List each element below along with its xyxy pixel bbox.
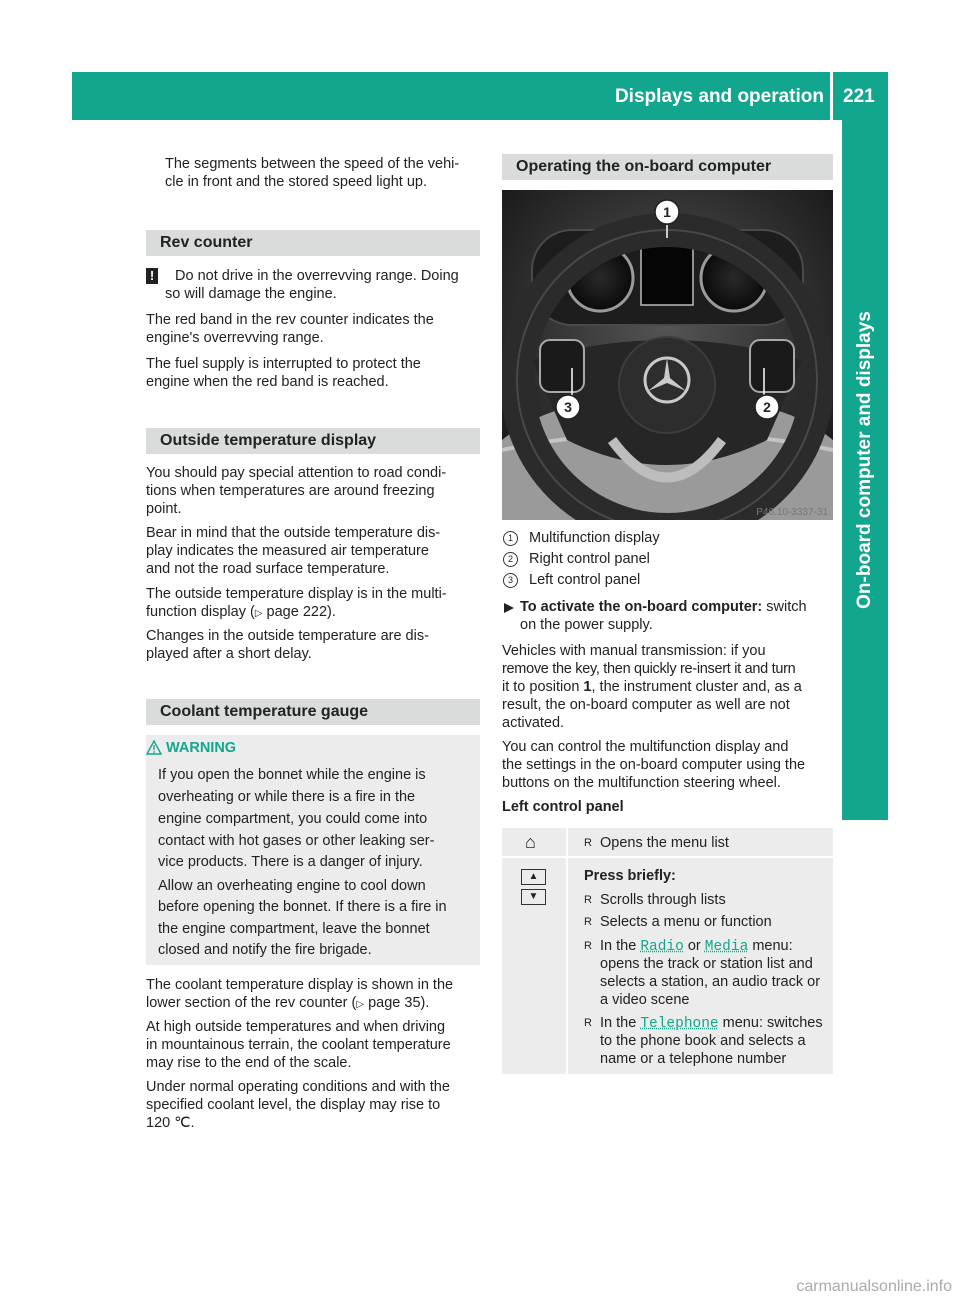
intro-line-1: The segments between the speed of the vehi- [165, 156, 460, 172]
outside-p2-line-1: Bear in mind that the outside temperature dis- [146, 525, 441, 541]
callout-2-label: 2 [763, 399, 771, 415]
warning-line: engine compartment, you could come into [158, 811, 428, 827]
warning-line: before opening the bonnet. If there is a fire in [158, 899, 447, 915]
section-heading-coolant: Coolant temperature gauge [146, 699, 480, 725]
warning-line: closed and notify the fire brigade. [158, 942, 372, 958]
step-arrow-icon [503, 602, 515, 614]
legend-number: 3 [503, 573, 518, 588]
section-heading-outside-temp: Outside temperature display [146, 428, 480, 454]
caution-line-2: so will damage the engine. [165, 286, 337, 302]
callout-1-label: 1 [663, 204, 671, 220]
row2-bullet-2: Selects a menu or function [600, 914, 772, 930]
legend-text: Multifunction display [529, 530, 660, 546]
warning-line: Allow an overheating engine to cool down [158, 878, 426, 894]
control-p-line-3: buttons on the multifunction steering wheel. [502, 775, 781, 791]
manual-p-line-2: remove the key, then quickly re-insert it and turn [502, 661, 796, 677]
manual-p-line-3: it to position 1, the instrument cluster and, as a [502, 679, 802, 695]
coolant-p2-line-2: in mountainous terrain, the coolant temperature [146, 1037, 451, 1053]
manual-p-line-1: Vehicles with manual transmission: if you [502, 643, 766, 659]
coolant-p3-line-3: 120 ℃. [146, 1115, 195, 1131]
page-ref-35-link[interactable]: page 35). [364, 995, 430, 1011]
caution-icon: ! [146, 268, 158, 284]
outside-p4-line-2: played after a short delay. [146, 646, 312, 662]
rev-p2-line-1: The fuel supply is interrupted to protect the [146, 356, 421, 372]
step-line-1: To activate the on-board computer: switch [520, 599, 807, 615]
warning-line: If you open the bonnet while the engine is [158, 767, 426, 783]
legend-text: Left control panel [529, 572, 641, 588]
coolant-p2-line-3: may rise to the end of the scale. [146, 1055, 352, 1071]
page-ref-222-link[interactable]: page 222). [262, 604, 336, 620]
control-p-line-2: the settings in the on-board computer using the [502, 757, 806, 773]
section-heading-rev-counter: Rev counter [146, 230, 480, 256]
row2-bullet-3-line: selects a station, an audio track or [600, 974, 821, 990]
coolant-p1-line-1: The coolant temperature display is shown in the [146, 977, 454, 993]
row2-bullet-3: In the Radio or Media menu: [600, 938, 793, 955]
bullet-icon: R [584, 916, 592, 928]
table-title: Left control panel [502, 799, 624, 815]
control-p-line-1: You can control the multifunction display and [502, 739, 789, 755]
table-divider-vertical [566, 828, 568, 1074]
row2-bullet-4-line: to the phone book and selects a [600, 1033, 806, 1049]
outside-p4-line-1: Changes in the outside temperature are dis- [146, 628, 429, 644]
warning-line: contact with hot gases or other leaking ser- [158, 833, 435, 849]
legend-number: 1 [503, 531, 518, 546]
warning-line: vice products. There is a danger of injury. [158, 854, 423, 870]
header-separator [830, 72, 833, 120]
row2-bullet-3-line: opens the track or station list and [600, 956, 813, 972]
callout-3-label: 3 [564, 399, 572, 415]
bullet-icon: R [584, 1017, 592, 1029]
warning-triangle-icon [146, 740, 162, 755]
telephone-menu-term: Telephone [640, 1016, 719, 1032]
row2-bullet-1: Scrolls through lists [600, 892, 726, 908]
intro-line-2: cle in front and the stored speed light up. [165, 174, 427, 190]
steering-wheel-image [502, 190, 833, 520]
outside-p3-line-2: function display (▷ page 222). [146, 604, 336, 620]
coolant-p3-line-2: specified coolant level, the display may rise to [146, 1097, 441, 1113]
rev-p1-line-1: The red band in the rev counter indicates the [146, 312, 434, 328]
warning-label: WARNING [166, 740, 237, 756]
page-ref-arrow-icon: ▷ [254, 608, 263, 619]
step-line-2: on the power supply. [520, 617, 653, 633]
outside-p2-line-3: and not the road surface temperature. [146, 561, 390, 577]
outside-p1-line-1: You should pay special attention to road condi- [146, 465, 447, 481]
watermark: carmanualsonline.info [796, 1278, 952, 1295]
row2-bullet-4: In the Telephone menu: switches [600, 1015, 823, 1032]
scroll-down-icon: ▼ [521, 889, 546, 905]
section-heading-operating: Operating the on-board computer [502, 154, 833, 180]
row2-heading: Press briefly: [584, 868, 676, 884]
outside-p2-line-2: play indicates the measured air temperature [146, 543, 429, 559]
header-title: Displays and operation [614, 86, 824, 107]
legend-number: 2 [503, 552, 518, 567]
bullet-icon: R [584, 837, 592, 849]
row1-text: Opens the menu list [600, 835, 729, 851]
scroll-up-icon: ▲ [521, 869, 546, 885]
rev-p1-line-2: engine's overrevving range. [146, 330, 324, 346]
warning-line: the engine compartment, leave the bonnet [158, 921, 430, 937]
warning-line: overheating or while there is a fire in the [158, 789, 416, 805]
manual-p-line-5: activated. [502, 715, 565, 731]
caution-line-1: Do not drive in the overrevving range. Doing [175, 268, 459, 284]
outside-p3-line-1: The outside temperature display is in the multi- [146, 586, 447, 602]
outside-p1-line-3: point. [146, 501, 182, 517]
bullet-icon: R [584, 894, 592, 906]
row2-bullet-4-line: name or a telephone number [600, 1051, 787, 1067]
bullet-icon: R [584, 940, 592, 952]
table-divider-horizontal [502, 856, 833, 858]
image-code: P46.10-3337-31 [756, 507, 828, 518]
page-number: 221 [843, 86, 875, 107]
page-ref-arrow-icon: ▷ [356, 999, 365, 1010]
coolant-p3-line-1: Under normal operating conditions and with the [146, 1079, 450, 1095]
media-menu-term: Media [704, 939, 749, 955]
coolant-p1-line-2: lower section of the rev counter (▷ page 35). [146, 995, 430, 1011]
rev-p2-line-2: engine when the red band is reached. [146, 374, 389, 390]
home-icon: ⌂ [525, 832, 536, 852]
coolant-p2-line-1: At high outside temperatures and when driving [146, 1019, 446, 1035]
outside-p1-line-2: tions when temperatures are around freezing [146, 483, 435, 499]
manual-p-line-4: result, the on-board computer as well are not [502, 697, 790, 713]
row2-bullet-3-line: a video scene [600, 992, 690, 1008]
legend-text: Right control panel [529, 551, 650, 567]
radio-menu-term: Radio [640, 939, 684, 955]
side-tab-label: On-board computer and displays [854, 311, 875, 609]
